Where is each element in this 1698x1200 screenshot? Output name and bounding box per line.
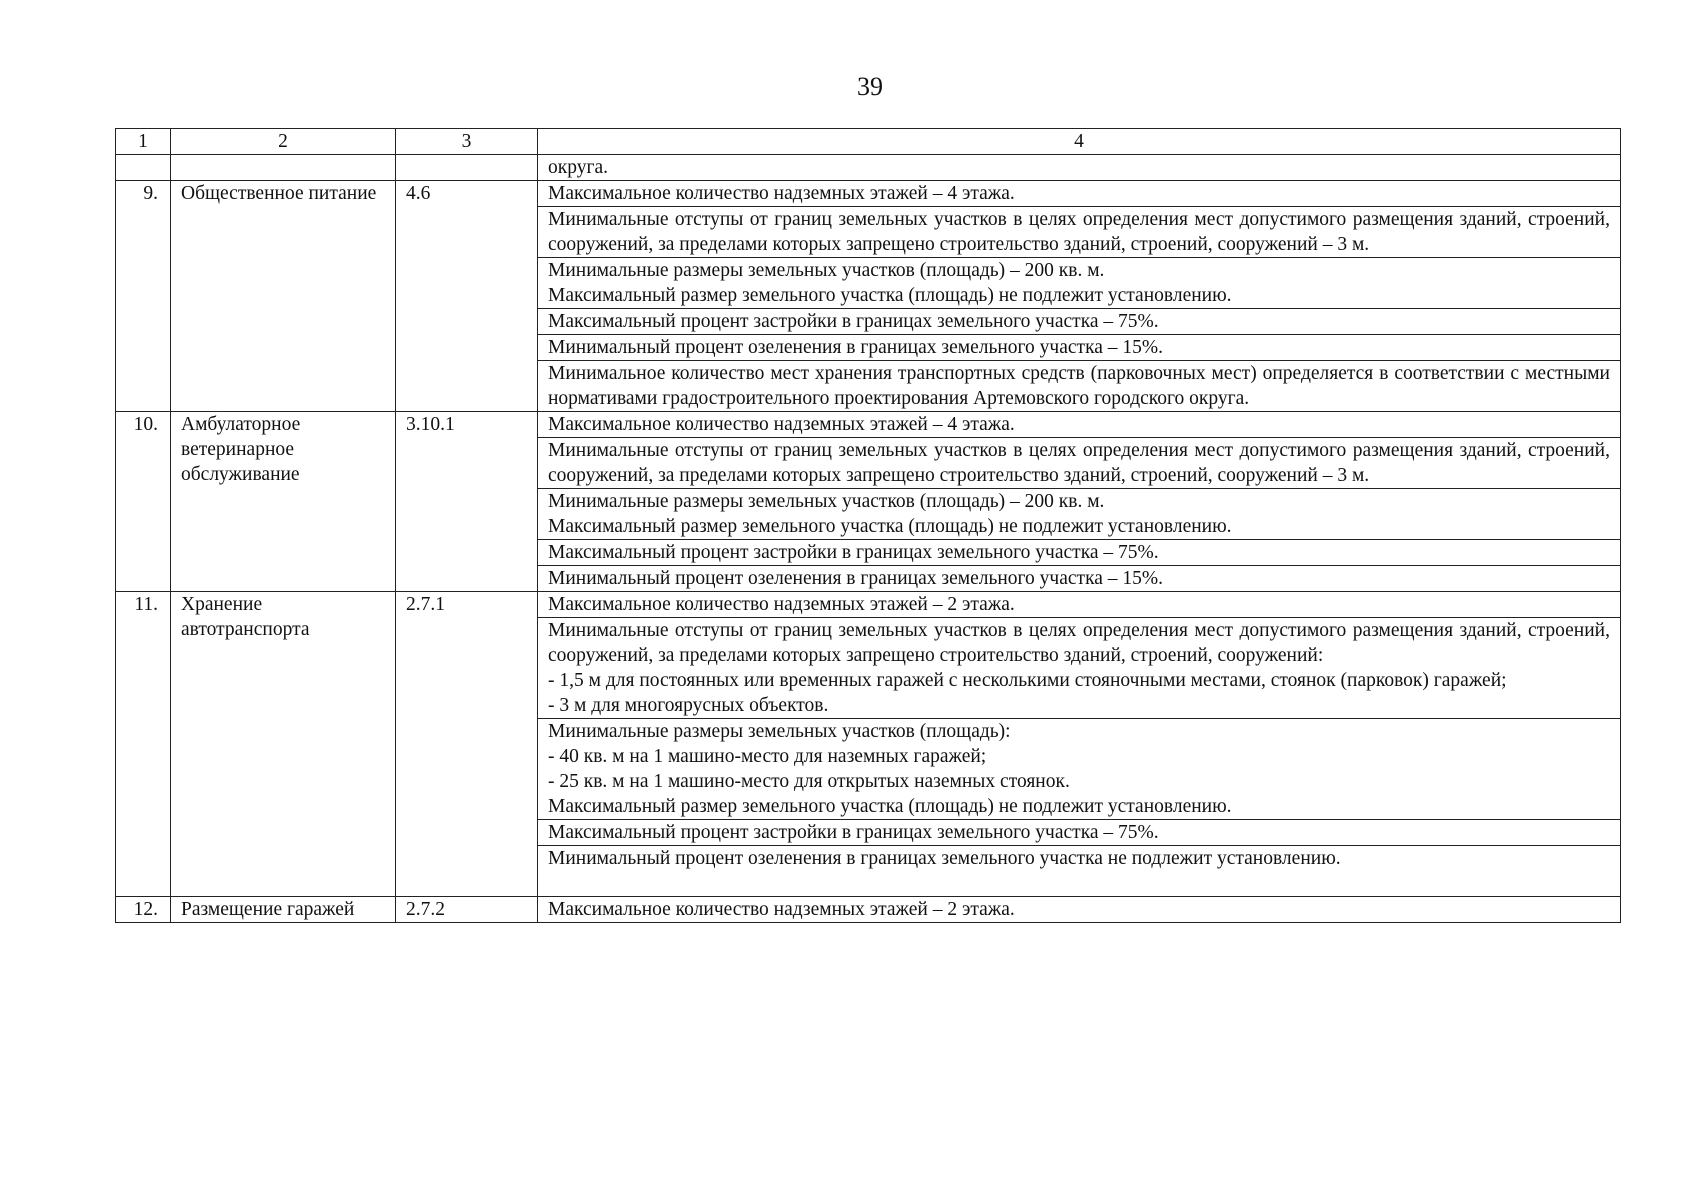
row-number-cell: 12. — [116, 897, 171, 923]
use-code-cell: 2.7.1 — [396, 592, 538, 897]
parameter-cell: Максимальный процент застройки в границах земельного участка – 75%. — [538, 820, 1621, 846]
row-number-cell: 10. — [116, 412, 171, 592]
use-code-cell: 3.10.1 — [396, 412, 538, 592]
header-cell: 1 — [116, 129, 171, 155]
parameter-line: - 40 кв. м на 1 машино-место для наземных гаражей; — [548, 746, 987, 767]
use-code-cell — [396, 155, 538, 181]
parameter-line: Минимальные отступы от границ земельных участков в целях определения мест допустимого размещения зданий, строений, сооружений, за пределами которых запрещено строительство зданий, строений, сооружений: — [548, 620, 1610, 666]
header-cell: 4 — [538, 129, 1621, 155]
parameter-cell: Максимальное количество надземных этажей – 2 этажа. — [538, 897, 1621, 923]
table-row — [116, 592, 1621, 618]
row-number-cell: 9. — [116, 181, 171, 412]
parameter-cell — [538, 258, 1621, 309]
parameter-line: - 25 кв. м на 1 машино-место для открытых наземных стоянок. — [548, 771, 1070, 792]
parameter-line: - 1,5 м для постоянных или временных гаражей с несколькими стояночными местами, стоянок (парковок) гаражей; — [548, 670, 1507, 691]
parameter-line: Минимальные размеры земельных участков (площадь) – 200 кв. м. — [548, 260, 1105, 281]
parameter-cell: Минимальные отступы от границ земельных участков в целях определения мест допустимого размещения зданий, строений, сооружений, за пределами которых запрещено строительство зданий, строений, сооружений – 3 м. — [538, 438, 1621, 489]
page-number: 39 — [857, 72, 883, 101]
row-number-cell: 11. — [116, 592, 171, 897]
use-name-cell: Хранение автотранспорта — [171, 592, 396, 897]
parameter-cell: Максимальный процент застройки в границах земельного участка – 75%. — [538, 540, 1621, 566]
row-number-cell — [116, 155, 171, 181]
header-cell: 3 — [396, 129, 538, 155]
parameter-cell: Минимальный процент озеленения в границах земельного участка – 15%. — [538, 335, 1621, 361]
parameter-cell: округа. — [538, 155, 1621, 181]
parameter-cell: Максимальное количество надземных этажей – 2 этажа. — [538, 592, 1621, 618]
parameter-cell: Минимальные отступы от границ земельных участков в целях определения мест допустимого размещения зданий, строений, сооружений, за пределами которых запрещено строительство зданий, строений, сооружений – 3 м. — [538, 207, 1621, 258]
parameter-line: Максимальный размер земельного участка (площадь) не подлежит установлению. — [548, 516, 1232, 537]
table-row — [116, 412, 1621, 438]
table-row — [116, 181, 1621, 207]
parameter-cell: Максимальное количество надземных этажей – 4 этажа. — [538, 181, 1621, 207]
parameter-cell — [538, 489, 1621, 540]
use-code-cell: 2.7.2 — [396, 897, 538, 923]
use-name-cell: Общественное питание — [171, 181, 396, 412]
parameter-cell — [538, 719, 1621, 820]
use-name-cell: Размещение гаражей — [171, 897, 396, 923]
parameter-cell: Минимальное количество мест хранения транспортных средств (парковочных мест) определяется в соответствии с местными нормативами градостроительного проектирования Артемовского городского округа. — [538, 361, 1621, 412]
parameter-line: Минимальные размеры земельных участков (площадь): — [548, 721, 1011, 742]
parameter-cell: Минимальный процент озеленения в границах земельного участка не подлежит установлению. — [538, 846, 1621, 897]
regulations-table — [115, 128, 1621, 923]
parameter-line: Максимальный размер земельного участка (площадь) не подлежит установлению. — [548, 285, 1232, 306]
parameter-cell: Максимальный процент застройки в границах земельного участка – 75%. — [538, 309, 1621, 335]
parameter-line: Максимальный размер земельного участка (площадь) не подлежит установлению. — [548, 796, 1232, 817]
parameter-line: Минимальные размеры земельных участков (площадь) – 200 кв. м. — [548, 491, 1105, 512]
parameter-cell: Минимальный процент озеленения в границах земельного участка – 15%. — [538, 566, 1621, 592]
parameter-line: - 3 м для многоярусных объектов. — [548, 695, 829, 716]
continuation-row — [116, 155, 1621, 181]
parameter-cell: Максимальное количество надземных этажей – 4 этажа. — [538, 412, 1621, 438]
use-code-cell: 4.6 — [396, 181, 538, 412]
parameter-cell — [538, 618, 1621, 719]
use-name-cell — [171, 155, 396, 181]
table-header-row — [116, 129, 1621, 155]
use-name-cell: Амбулаторное ветеринарное обслуживание — [171, 412, 396, 592]
table-row — [116, 897, 1621, 923]
header-cell: 2 — [171, 129, 396, 155]
